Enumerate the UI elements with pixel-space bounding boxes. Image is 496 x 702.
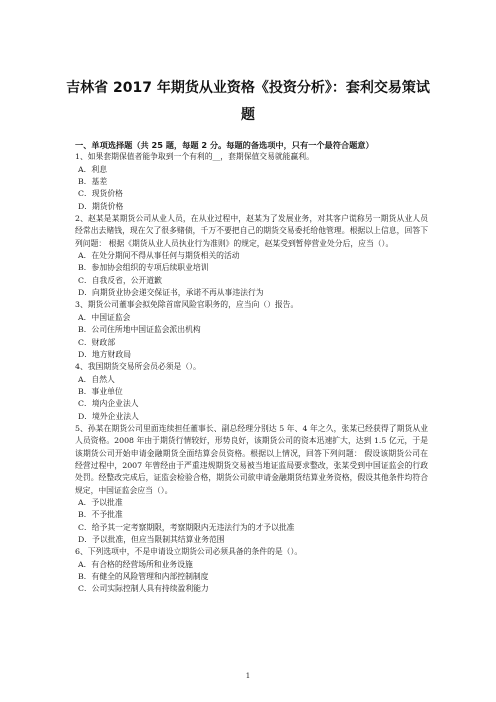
answer-option: C．给予其一定考察期限，考察期限内无违法行为的才予以批准 — [78, 522, 295, 532]
answer-option: A．自然人 — [78, 374, 115, 384]
answer-option: D．予以批准，但应当限制其结算业务范围 — [78, 535, 225, 544]
answer-option: D．期货价格 — [78, 201, 124, 211]
answer-option: C．现货价格 — [78, 189, 123, 199]
answer-option: B．基差 — [78, 177, 108, 187]
answer-option: B．不予批准 — [78, 510, 123, 520]
question-stem: 2、赵某是某期货公司从业人员，在从业过程中，赵某为了发展业务，对其客户谎称另一期货从业人员经常出去赌钱，现在欠了很多赌债，千万不要把自己的期货交易委托给他管理。根据以上信息，回答下列问题： 根据《期货从业人员执业行为准则》的规定，赵某受到暂停营业处分后，应当（）。 — [75, 214, 428, 248]
answer-option: D．向期货业协会递交保证书，承诺不再从事违法行为 — [78, 288, 264, 298]
answer-option: B．有健全的风险管理和内部控制制度 — [78, 572, 209, 582]
answer-option: C．财政部 — [78, 337, 116, 347]
answer-option: A．予以批准 — [78, 497, 123, 507]
document-body — [75, 139, 428, 596]
answer-option: C．公司实际控制人具有持续盈利能力 — [78, 584, 209, 594]
answer-option: D．地方财政局 — [78, 349, 132, 359]
answer-option: D．境外企业法人 — [78, 411, 139, 421]
answer-option: B．事业单位 — [78, 386, 123, 396]
answer-option: B．公司住所地中国证监会派出机构 — [78, 325, 201, 335]
question-stem: 5、孙某在期货公司里面连续担任董事长、副总经理分别达 5 年、4 年之久，张某已经获得了期货从业人员资格。2008 年由于期货行情较好，形势良好，该期货公司的资本迅速扩大，达到 1.5 亿元，于是该期货公司开始申请金融期货全面结算会员资格。根据以上情况，回答下列问题： 假设该期货公司在经营过程中，2007 年曾经由于严重违规期货交易被当地证监局要求整改，张某受到中国证监会的行政处罚。经整改完成后，证监会检验合格，期货公司欲申请金融期货结算业务资格，假设其他条件均符合规定，中国证监会应当（）。 — [75, 423, 428, 495]
document-title-line1: 吉林省 2017 年期货从业资格《投资分析》：套利交易策试 — [66, 80, 430, 96]
question-stem: 4、我国期货交易所会员必须是（）。 — [75, 362, 201, 372]
answer-option: A．在处分期间不得从事任何与期货相关的活动 — [78, 251, 240, 261]
answer-option: A．中国证监会 — [78, 312, 131, 322]
answer-option: A．利息 — [78, 164, 108, 174]
question-stem: 6、下列选项中，不是申请设立期货公司必须具备的条件的是（）。 — [75, 547, 303, 557]
answer-option: C．自我反省，公开道歉 — [78, 275, 162, 285]
question-stem: 3、期货公司董事会拟免除首席风险官职务的，应当向（）报告。 — [75, 300, 299, 310]
answer-option: B．参加协会组织的专项后续职业培训 — [78, 263, 209, 273]
document-title-line2: 题 — [241, 107, 255, 123]
question-stem: 1、如果套期保值者能争取到一个有利的__，套期保值交易就能赢利。 — [75, 152, 314, 162]
page-number: 1 — [245, 672, 251, 680]
answer-option: A．有合格的经营场所和业务设施 — [78, 559, 193, 569]
answer-option: C．境内企业法人 — [78, 399, 139, 409]
section-heading: 一、单项选择题（共 25 题，每题 2 分。每题的备选项中，只有一个最符合题意） — [75, 140, 374, 150]
